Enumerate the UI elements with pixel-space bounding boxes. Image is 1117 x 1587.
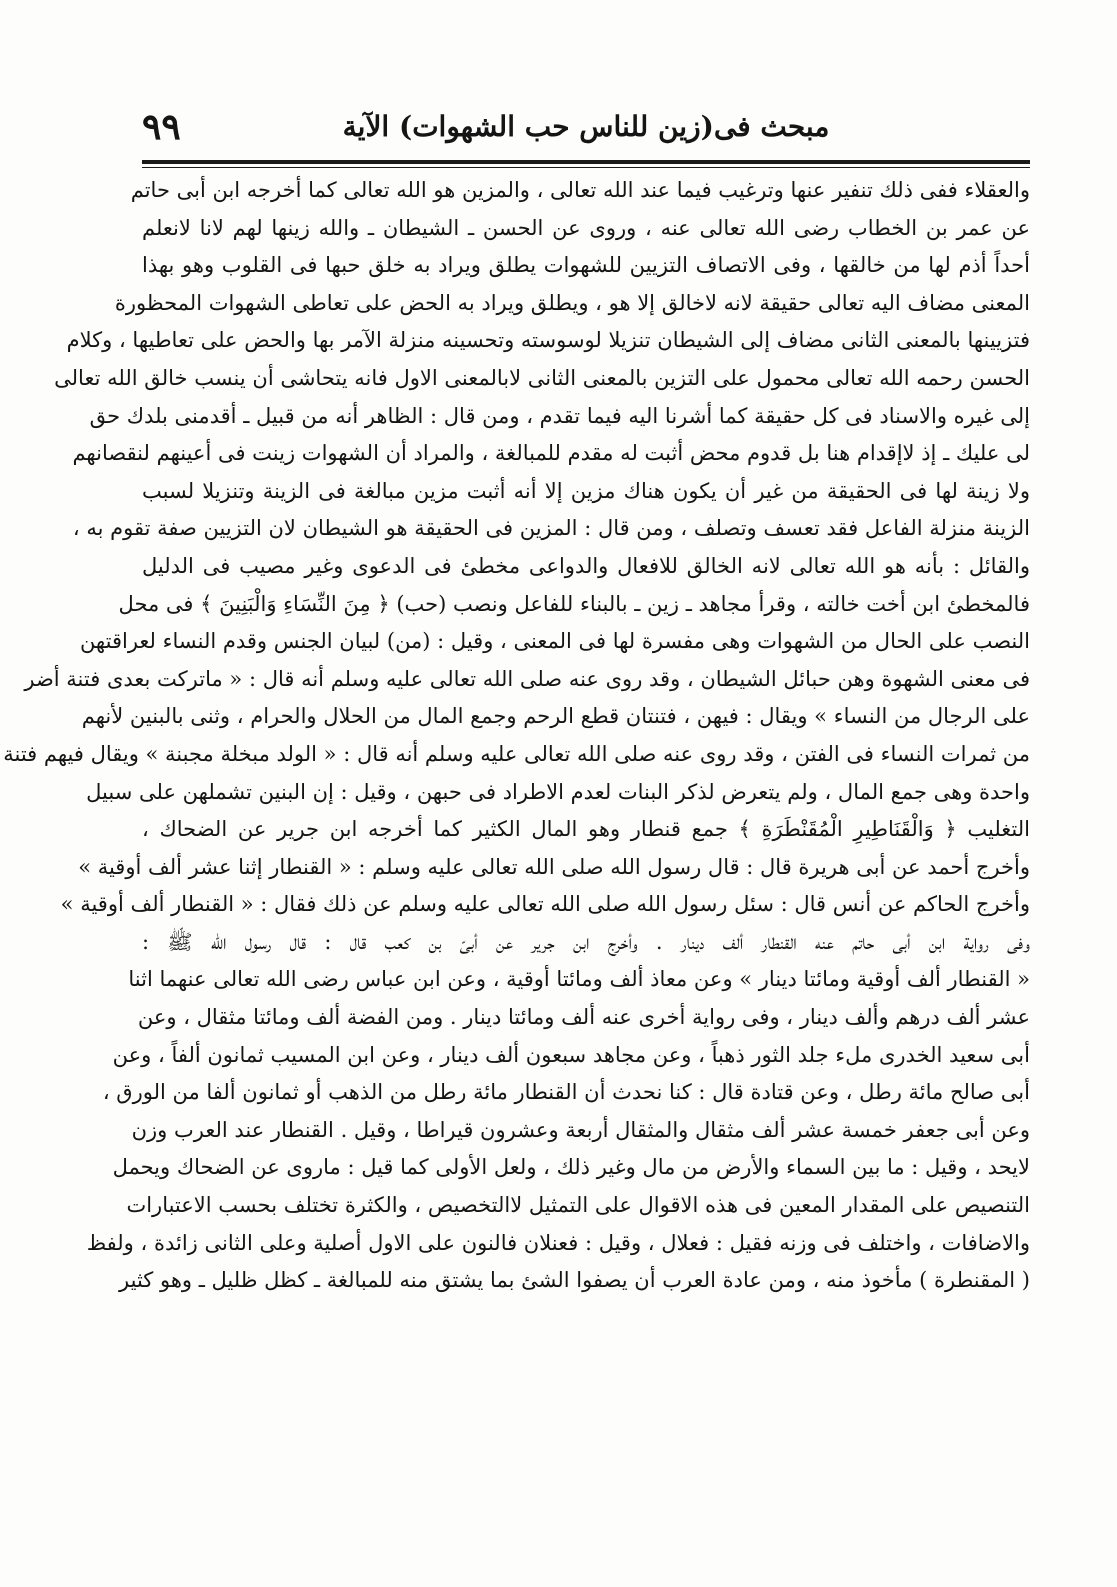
text-line: فى معنى الشهوة وهن حبائل الشيطان ، وقد روى عنه صلى الله تعالى عليه وسلم أنه قال : « ماتركت بعدى فتنة أضر (24, 666, 1030, 691)
text-line: التغليب ﴿ وَالْقَنَاطِيرِ الْمُقَنْطَرَةِ ﴾ جمع قنطار وهو المال الكثير كما أخرجه ابن جرير عن الضحاك ، (142, 817, 1030, 842)
text-line: عشر ألف درهم وألف دينار ، وفى رواية أخرى عنه ألف ومائتا دينار . ومن الفضة ألف ومائتا مثقال ، وعن (137, 1005, 1030, 1030)
text-line: وفى رواية ابن أبى حاتم عنه القنطار ألف دينار . وأخرج ابن جرير عن أبىّ بن كعب قال : قال رسول الله ﷺ : (142, 929, 1030, 954)
text-line: والقائل : بأنه هو الله تعالى لانه الخالق للافعال والدواعى مخطئ فى الدعوى وغير مصيب فى الدليل (142, 553, 1030, 578)
text-line: « القنطار ألف أوقية ومائتا دينار » وعن معاذ ألف ومائتا أوقية ، وعن ابن عباس رضى الله تعالى عنهما اثنا (128, 967, 1030, 992)
text-line: فالمخطئ ابن أخت خالته ، وقرأ مجاهد ـ زين ـ بالبناء للفاعل ونصب (حب) ﴿ مِنَ النِّسَاءِ وَالْبَنِينَ ﴾ فى محل (118, 591, 1030, 616)
text-line: المعنى مضاف اليه تعالى حقيقة لانه لاخالق إلا هو ، ويطلق ويراد به الحض على تعاطى الشهوات المحظورة (114, 290, 1030, 315)
text-line: وأخرج الحاكم عن أنس قال : سئل رسول الله صلى الله تعالى عليه وسلم عن ذلك فقال : « القنطار ألف أوقية » (60, 892, 1030, 917)
text-line: أحداً أذم لها من خالقها ، وفى الاتصاف التزيين للشهوات يطلق ويراد به خلق حبها فى القلوب وهو بهذا (142, 253, 1030, 278)
text-line: وعن أبى جعفر خمسة عشر ألف مثقال والمثقال أربعة وعشرون قيراطا ، وقيل . القنطار عند العرب وزن (131, 1117, 1030, 1142)
text-line: لايحد ، وقيل : ما بين السماء والأرض من مال وغير ذلك ، ولعل الأولى كما قيل : ماروى عن الضحاك ويحمل (112, 1155, 1030, 1180)
text-line: إلى غيره والاسناد فى كل حقيقة كما أشرنا اليه فيما تقدم ، ومن قال : الظاهر أنه من قبيل ـ أقدمنى بلدك حق (89, 403, 1030, 428)
text-line: النصب على الحال من الشهوات وهى مفسرة لها فى المعنى ، وقيل : (من) لبيان الجنس وقدم النساء لعراقتهن (79, 629, 1030, 654)
header-rule-thin (142, 167, 1030, 168)
text-line: والعقلاء ففى ذلك تنفير عنها وترغيب فيما عند الله تعالى ، والمزين هو الله تعالى كما أخرجه ابن أبى حاتم (130, 178, 1030, 202)
running-title: مبحث فى(زين للناس حب الشهوات) الآية (342, 110, 830, 143)
text-line: الزينة منزلة الفاعل فقد تعسف وتصلف ، ومن قال : المزين فى الحقيقة هو الشيطان لان التزيين صفة تقوم به ، (72, 516, 1030, 541)
text-line: ولا زينة لها فى الحقيقة من غير أن يكون هناك مزين إلا أنه أثبت مزين مبالغة فى الزينة وتنزيلا لسبب (142, 478, 1030, 503)
text-line: أبى سعيد الخدرى ملء جلد الثور ذهباً ، وعن مجاهد سبعون ألف دينار ، وعن ابن المسيب ثمانون ألفاً ، وعن (112, 1042, 1030, 1067)
text-line: عن عمر بن الخطاب رضى الله تعالى عنه ، وروى عن الحسن ـ الشيطان ـ والله زينها لهم لانا لانعلم (142, 215, 1030, 240)
header-rule (142, 160, 1030, 164)
text-line: ( المقنطرة ) مأخوذ منه ، ومن عادة العرب أن يصفوا الشئ بما يشتق منه للمبالغة ـ كظل ظليل ـ وهو كثير (119, 1268, 1030, 1293)
body-text (3, 172, 1030, 1472)
text-line: وأخرج أحمد عن أبى هريرة قال : قال رسول الله صلى الله تعالى عليه وسلم : « القنطار إثنا عشر ألف أوقية » (78, 854, 1030, 879)
text-line: لى عليك ـ إذ لاإقدام هنا بل قدوم محض أثبت له مقدم للمبالغة ، والمراد أن الشهوات زينت فى أعينهم لنقصانهم (72, 441, 1030, 466)
text-line: على الرجال من النساء » ويقال : فيهن ، فتنتان قطع الرحم وجمع المال من الحلال والحرام ، وثنى بالبنين لأنهم (81, 704, 1030, 729)
page-header (142, 100, 1030, 160)
text-line: والاضافات ، واختلف فى وزنه فقيل : فعلال ، وقيل : فعنلان فالنون على الاول أصلية وعلى الثانى زائدة ، ولفظ (86, 1230, 1030, 1255)
text-line: واحدة وهى جمع المال ، ولم يتعرض لذكر البنات لعدم الاطراد فى حبهن ، وقيل : إن البنين تشملهن على سبيل (86, 779, 1030, 804)
text-line: الحسن رحمه الله تعالى محمول على التزين بالمعنى الثانى لابالمعنى الاول فانه يتحاشى أن ينسب خالق الله تعالى (54, 365, 1030, 390)
text-line: أبى صالح مائة رطل ، وعن قتادة قال : كنا نحدث أن القنطار مائة رطل من الذهب أو ثمانون ألفا من الورق ، (102, 1080, 1030, 1105)
text-line: من ثمرات النساء فى الفتن ، وقد روى عنه صلى الله تعالى عليه وسلم أنه قال : « الولد مبخلة مجبنة » ويقال فيهم فتنة (3, 741, 1030, 766)
page-number: ٩٩ (142, 106, 181, 148)
text-line: التنصيص على المقدار المعين فى هذه الاقوال على التمثيل لاالتخصيص ، والكثرة تختلف بحسب الاعتبارات (126, 1193, 1030, 1218)
text-line: فتزيينها بالمعنى الثانى مضاف إلى الشيطان تنزيلا لوسوسته وتحسينه منزلة الآمر بها والحض على تعاطيها ، وكلام (66, 328, 1030, 353)
